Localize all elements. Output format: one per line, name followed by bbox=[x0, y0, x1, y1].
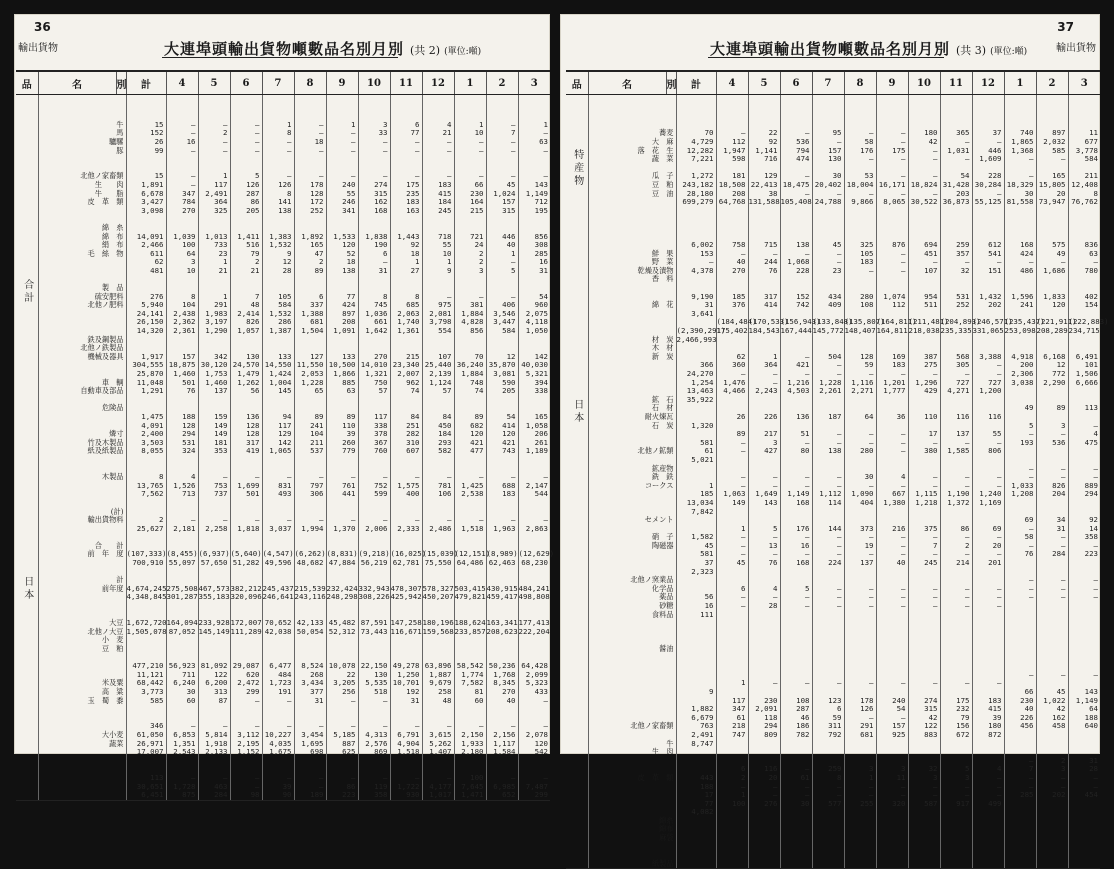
value-column bbox=[422, 95, 459, 801]
running-head: 輸出貨物 bbox=[1056, 43, 1096, 54]
group-column bbox=[16, 95, 38, 801]
value-column bbox=[358, 95, 390, 801]
value-column bbox=[676, 95, 726, 869]
header-cell: 6 bbox=[780, 71, 812, 95]
value-column bbox=[262, 95, 294, 801]
column-values: 95 — 157 130 30 20,402 — 24,788 45 — — 23 434 409 (133,848) 145,772 504 — — 1,228 2,261 187 — — 138 — — 1,112 114 144 — — — 224 — — — — 123 6 59 311 792 259 8 — — 577 bbox=[812, 128, 853, 808]
header-cell: 4 bbox=[166, 71, 198, 95]
header-cell: 8 bbox=[844, 71, 876, 95]
header-cell: 名 bbox=[38, 71, 116, 95]
column-values: 1 — 63 — — 143 1,149 712 195 856 308 285 16 31 54 960 2,075 4,118 1,050 142 40,030 5,321 394 338 165 1,058 206 261 1,189 — 2,147 544 — 2,863 (12,629) 68,230 484,241 498,808 177,413 222,204 64,428 2,099 5,323 433 — — 2,078 120 542 — 7,487 299 bbox=[518, 119, 555, 800]
table-title bbox=[164, 38, 481, 59]
value-column bbox=[940, 95, 981, 869]
data-table bbox=[16, 70, 555, 801]
row-labels: 蕎麦 大 麻 落 花 生 蔬 菜 瓜 子 豆 粕 豆 油 鮮 果 野 菜 乾燥及漬物 香 料 綿 花 材 炭 木 材 新 炭 鉱 石 石 材 耐火煉瓦 石 炭 北他ノ鉱類 鉱産物 銑 鉄 コークス セメント 硝 子 陶磁器 北他ノ窯業品 化学品 薬品 砂糖 食料品 醤油 北他ノ家畜類 牛 生 肉 皮 革 類 綿糸 綿布 麻袋 紙製品 bbox=[630, 128, 674, 868]
value-column bbox=[876, 95, 917, 869]
part-label: (共 2) bbox=[410, 44, 441, 57]
header-cell: 計 bbox=[126, 71, 166, 95]
value-column bbox=[518, 95, 555, 801]
data-table bbox=[566, 70, 1109, 869]
body-row bbox=[566, 95, 1100, 869]
column-values: 740 1,865 1,368 — — 18,329 30 81,558 168 424 — 486 1,596 241 (235,437) 253,098 4,918 200 2,306 3,038 49 5 — 193 — — 1,033 1,208 69 — 58 — 76 — — — — 66 230 40 226 456 — 7 — — 285 bbox=[1004, 128, 1045, 800]
column-values: 1 10 — — — 66 230 164 215 721 24 2 2 3 — 381 1,884 4,828 856 70 36,240 1,884 748 74 89 682 120 421 477 — 1,425 2,538 — 1,518 (12,151) 64,486 503,415 479,821 188,624 233,857 58,542 1,774 7,582 81 60 — 2,150 1,933 2,180 100 7,645 1,471 bbox=[454, 119, 491, 800]
value-column bbox=[294, 95, 326, 801]
header-cell: 1 bbox=[1004, 71, 1036, 95]
column-values: 4 21 — — — 183 415 184 245 718 55 10 1 9 — 975 2,081 3,798 554 107 25,440 2,139 1,124 57 84 450 184 293 582 — 781 106 — 2,486 (15,039) 75,550 578,327 450,207 180,196 159,568 63,896 1,887 9,679 258 48 — 3,615 5,262 1,407 — 4,177 1,017 bbox=[422, 119, 459, 800]
value-column bbox=[486, 95, 518, 801]
column-values: 70 4,729 12,282 7,221 1,272 243,182 28,180 699,279 6,002 153 — 4,378 9,190 31 3,641 (2,390,291) 2,466,993 366 24,270 1,254 13,463 35,922 1,320 581 61 5,021 1 185 13,034 7,842 1,582 45 581 37 2,323 56 16 111 9 1,882 6,679 763 2,491 8,747 443 188 17 77 4,082 bbox=[676, 128, 726, 817]
body-row bbox=[16, 95, 550, 801]
value-column bbox=[748, 95, 789, 869]
title-underline bbox=[162, 57, 398, 58]
header-cell: 8 bbox=[294, 71, 326, 95]
table-title bbox=[710, 38, 1027, 59]
value-column bbox=[230, 95, 262, 801]
column-values: 11 677 3,778 584 211 12,408 8 76,762 836 63 — 780 402 154 (222,883) 234,715 6,491 101 1,506 6,666 113 — 4 475 — — 889 294 92 14 358 — 223 — — — — 143 1,149 64 188 640 31 28 — — 454 bbox=[1068, 128, 1109, 800]
header-cell: 11 bbox=[940, 71, 972, 95]
group-label: 合 計 bbox=[21, 279, 33, 303]
column-values: — — 18 — — 178 128 172 252 1,892 165 47 2 89 6 337 1,388 681 1,504 127 11,550 2,053 1,228 65 89 241 104 211 537 — 797 306 — 1,994 (6,262) 48,682 215,539 243,116 42,133 50,054 8,524 268 3,434 377 31 — 3,454 1,695 698 — — 189 bbox=[294, 119, 326, 800]
column-values: 1 — — — — 240 55 246 341 1,533 120 52 18 138 77 424 897 208 1,091 133 10,500 1,866 885 63 89 110 39 260 779 — 761 441 — 1,370 (8,831) 47,884 232,424 248,298 45,482 52,312 10,078 22 3,205 256 — — 5,185 887 625 — 86 223 bbox=[326, 119, 358, 800]
column-values: 180 42 — — — 18,824 — 30,522 694 451 — 107 954 511 (211,481) 218,038 387 275 — 1,296 429 110 17 — 380 — — 1,115 1,218 375 — 7 — 245 — — — — 274 315 42 122 883 32 3 — — 587 bbox=[908, 128, 949, 808]
column-values: 3 33 — — — 274 315 162 168 1,838 190 6 — 31 8 745 1,036 661 1,642 270 14,010 1,321 750 57 117 338 378 367 760 — 752 599 — 2,006 (9,218) 56,219 332,943 308,226 87,591 73,443 22,150 130 5,535 518 — — 4,313 2,576 869 — 119 358 bbox=[358, 119, 390, 800]
right-page bbox=[560, 14, 1109, 868]
value-column bbox=[908, 95, 949, 869]
header-cell: 5 bbox=[198, 71, 230, 95]
header-cell: 2 bbox=[1036, 71, 1068, 95]
header-cell: 11 bbox=[390, 71, 422, 95]
header-cell: 12 bbox=[972, 71, 1004, 95]
value-column bbox=[390, 95, 427, 801]
header-cell: 1 bbox=[454, 71, 486, 95]
value-column bbox=[972, 95, 1013, 869]
header-cell: 品 bbox=[16, 71, 38, 95]
value-column bbox=[780, 95, 821, 869]
column-values: — — 16 — — — 347 784 270 1,039 100 64 3 10 8 104 2,438 2,362 2,361 157 18,875 1,460 501 76 188 128 294 531 324 4 1,526 713 — 2,181 (8,455) 55,097 275,508 301,287 164,094 87,052 56,923 711 6,240 30 60 — 6,853 1,351 2,543 — 1,728 875 bbox=[166, 119, 198, 800]
column-values: 1 8 — — — 126 8 141 138 1,383 1,532 9 12 28 105 584 1,532 286 1,387 133 14,550 1,424 1,004 145 94 117 129 142 1,065 — 831 493 — 3,037 (4,547) 49,596 245,437 246,641 70,652 42,038 6,477 484 1,723 191 — — 10,227 4,035 1,675 — 39 90 bbox=[262, 119, 294, 800]
unit-label: (單位:噸) bbox=[990, 47, 1028, 57]
group-label: 特 産 物 bbox=[571, 149, 583, 186]
header-cell: 4 bbox=[716, 71, 748, 95]
header-cell: 品 bbox=[566, 71, 588, 95]
header-cell: 別 bbox=[666, 71, 676, 95]
part-label: (共 3) bbox=[956, 44, 987, 57]
value-column bbox=[454, 95, 491, 801]
header-row bbox=[16, 71, 550, 95]
header-cell: 9 bbox=[326, 71, 358, 95]
column-values: — 58 176 — 53 18,004 — 9,866 325 105 183 — 280 108 (135,807) 148,407 128 59 — 1,116 2,271 64 — — 280 30 — 1,090 404 373 — 19 — 137 — — — — 178 126 — 291 681 3 1 — — 255 bbox=[844, 128, 885, 808]
header-cell: 9 bbox=[876, 71, 908, 95]
column-values: — 7 — — — 45 1,024 157 315 446 40 1 — 5 — 406 3,546 3,447 584 12 35,870 3,081 590 205 54 414 120 421 743 — 688 183 — 1,963 (8,989) 62,463 430,915 459,417 163,341 208,623 50,236 1,768 8,345 270 40 — 2,156 1,117 1,584 — 6,985 652 bbox=[486, 119, 518, 800]
value-column bbox=[1004, 95, 1045, 869]
value-column bbox=[126, 95, 166, 801]
value-column bbox=[326, 95, 358, 801]
label-column bbox=[38, 95, 126, 801]
page-number: 37 bbox=[1057, 20, 1074, 34]
value-column bbox=[844, 95, 885, 869]
header-cell: 計 bbox=[676, 71, 716, 95]
page-number: 36 bbox=[34, 20, 51, 34]
title-underline bbox=[708, 57, 944, 58]
group-label: 日 本 bbox=[21, 576, 33, 600]
group-column bbox=[566, 95, 588, 869]
running-head: 輸出貨物 bbox=[18, 43, 58, 54]
value-column bbox=[166, 95, 198, 801]
label-column bbox=[588, 95, 676, 869]
column-values: 897 2,032 585 — 165 15,805 20 73,947 575 49 — 1,686 1,833 120 (221,911) 208,289 6,168 12 772 2,290 89 3 — 536 — — 826 204 34 31 — — 284 — — — — 45 1,022 42 162 458 2 3 — — 202 bbox=[1036, 128, 1077, 800]
value-column bbox=[716, 95, 757, 869]
header-cell: 3 bbox=[1068, 71, 1100, 95]
header-cell: 名 bbox=[588, 71, 666, 95]
column-values: 22 92 1,141 716 129 22,413 38 131,588 715 — 244 76 317 414 (170,533) 184,543 1 364 — — 2,243 226 217 3 427 — — 1,649 143 5 — 13 — 76 4 — 28 — 230 2,091 118 294 809 116 20 — — 276 bbox=[748, 128, 789, 808]
header-row bbox=[566, 71, 1100, 95]
title-text: 大連埠頭輸出貨物噸數品名別月別 bbox=[710, 40, 951, 58]
header-cell: 10 bbox=[908, 71, 940, 95]
column-values: 365 — 1,031 — 54 31,428 203 36,873 259 357 — 32 531 252 (204,893) 235,335 568 305 — 727 4,271 116 137 — 1,585 — — 1,190 1,372 86 — 2 — 214 — — — — 175 232 79 156 672 5 3 — — 917 bbox=[940, 128, 981, 808]
header-cell: 5 bbox=[748, 71, 780, 95]
value-column bbox=[1068, 95, 1109, 869]
value-column bbox=[198, 95, 230, 801]
value-column bbox=[812, 95, 853, 869]
left-page bbox=[14, 14, 555, 800]
column-values: 15 152 26 99 15 1,891 6,678 3,427 3,098 14,091 2,466 611 62 481 276 5,940 24,141 26,150 14,320 1,917 304,555 25,870 11,048 1,291 1,475 4,091 2,400 3,503 8,055 8 13,765 7,562 2 25,627 (107,333) 700,910 4,674,245 4,348,845 1,672,720 1,505,078 477,210 11,121 68,442 3,773 585 346 61,050 26,971 17,007 113 30,651 6,451 bbox=[126, 119, 167, 800]
header-cell: 12 bbox=[422, 71, 454, 95]
header-cell: 6 bbox=[230, 71, 262, 95]
title-text: 大連埠頭輸出貨物噸數品名別月別 bbox=[164, 40, 405, 58]
header-cell: 3 bbox=[518, 71, 550, 95]
header-cell: 7 bbox=[812, 71, 844, 95]
value-column bbox=[1036, 95, 1077, 869]
header-cell: 10 bbox=[358, 71, 390, 95]
group-label: 日 本 bbox=[571, 399, 583, 423]
column-values: — — — — 5 126 287 86 205 1,411 516 79 2 21 7 48 2,414 826 1,057 130 24,570 1,479 1,262 56 136 128 128 317 419 — 1,699 501 — 1,818 (5,640) 51,282 382,212 320,096 172,007 111,289 29,087 620 2,472 299 — — 3,112 2,195 1,152 — — 98 bbox=[230, 119, 262, 800]
unit-label: (單位:噸) bbox=[444, 47, 482, 57]
header-cell: 7 bbox=[262, 71, 294, 95]
column-values: — 112 1,947 598 181 18,508 208 64,768 758 — 40 270 185 376 (184,484) 175,402 62 360 — 1,476 4,466 26 89 — — — — 1,063 149 1 — — — 45 6 — — 1 117 347 61 218 747 6 2 — 1 100 bbox=[716, 128, 757, 808]
column-values: — — 175 — — 16,171 — 8,065 876 — — — 1,074 112 (164,811) 164,811 169 183 — 1,201 1,777 36 — — — 4 — 667 1,380 216 — — — 40 — — — — 240 54 — 157 925 3 11 — — 320 bbox=[876, 128, 917, 808]
column-values: 6 77 — — — 175 235 183 163 1,443 92 18 1 27 8 685 2,063 1,740 1,361 215 23,340 2,007 962 74 84 251 282 310 607 — 1,575 400 — 2,333 (16,025) 62,781 478,307 425,942 147,258 116,671 49,278 1,250 10,701 192 31 — 6,791 4,904 1,518 — 1,722 930 bbox=[390, 119, 427, 800]
column-values: 37 — 446 1,609 228 30,284 — 55,125 612 541 — 151 1,432 202 (246,571) 331,065 3,388 — — 727 1,200 116 55 — 806 — — 1,240 1,169 69 — 20 — 201 — — — — 183 415 39 180 872 4 — — — 499 bbox=[972, 128, 1013, 808]
column-values: — 2 — — 1 117 2,491 364 325 1,013 733 23 1 21 1 291 1,983 3,197 1,290 342 30,120 1,753 1,460 137 159 149 149 181 353 — 753 737 — 2,258 (6,937) 57,650 467,573 355,183 233,928 145,149 81,092 122 6,200 313 87 — 5,814 1,918 2,133 — 463 284 bbox=[198, 119, 230, 800]
header-cell: 2 bbox=[486, 71, 518, 95]
column-values: — 536 794 474 — 18,475 — 105,408 138 — 1,068 228 152 742 (156,943) 167,444 — 421 — 1,216 4,503 136 51 — 80 — — 1,149 168 176 — 16 — 168 5 — — — 108 287 46 186 782 — 61 — — 30 bbox=[780, 128, 821, 808]
header-cell: 別 bbox=[116, 71, 126, 95]
row-labels: 牛 馬 驢騾 豚 北他ノ家畜類 生 肉 牛 脂 皮 革 類 綿 糸 綿 布 絹 布 毛 絲 物 製 品 硫安肥料 北他ノ肥料 鉄及鋼製品 北他ノ鉄製品 機械及器具 車 輌 自動車及部品 危険品 燐寸 竹及木製品 紙及紙製品 木製品 (計) 輸出貨物料 合 計 前 年 度 計 前年度 大豆 北他ノ大豆 小 麦 豆 粕 米及粟 高 粱 玉 蜀 黍 大小麦 蔬菜 bbox=[80, 119, 124, 748]
